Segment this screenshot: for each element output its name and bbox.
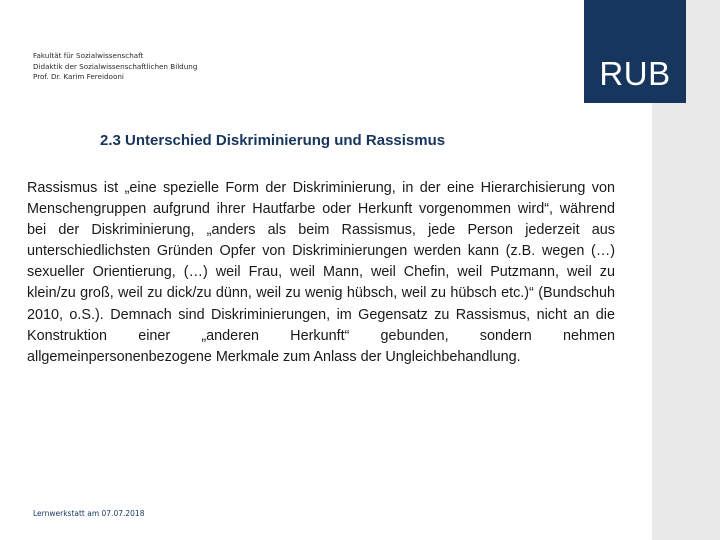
professor-label: Prof. Dr. Karim Fereidooni bbox=[33, 72, 124, 81]
logo-text: RUB bbox=[599, 55, 671, 92]
slide-footer: Lernwerkstatt am 07.07.2018 bbox=[33, 509, 145, 518]
rub-logo bbox=[584, 0, 686, 103]
slide-title: 2.3 Unterschied Diskriminierung und Rassismus bbox=[100, 132, 446, 149]
slide-header bbox=[33, 51, 197, 83]
faculty-label: Fakultät für Sozialwissenschaft bbox=[33, 51, 144, 60]
department-label: Didaktik der Sozialwissenschaftlichen Bildung bbox=[33, 61, 198, 71]
slide-body-text: Rassismus ist „eine spezielle Form der Diskriminierung, in der eine Hierarchisierung von Menschengruppen aufgrund ihrer Hautfarbe oder Herkunft vorgenommen wird“, während bei der Diskriminierung, „anders als beim Rassismus, jede Person jederzeit aus unterschiedlichsten Gründen Opfer von Diskriminierungen werden kann (z.B. wegen (…) sexueller Orientierung, (…) weil Frau, weil Mann, weil Chefin, weil Putzmann, weil zu klein/zu groß, weil zu dick/zu dünn, weil zu wenig hübsch, weil zu hübsch etc.)“ (Bundschuh 2010, o.S.). Demnach sind Diskriminierungen, im Gegensatz zu Rassismus, nicht an die Konstruktion einer „anderen Herkunft“ gebunden, sondern nehmen allgemeinpersonenbezogene Merkmale zum Anlass der Ungleichbehandlung. bbox=[27, 180, 615, 365]
